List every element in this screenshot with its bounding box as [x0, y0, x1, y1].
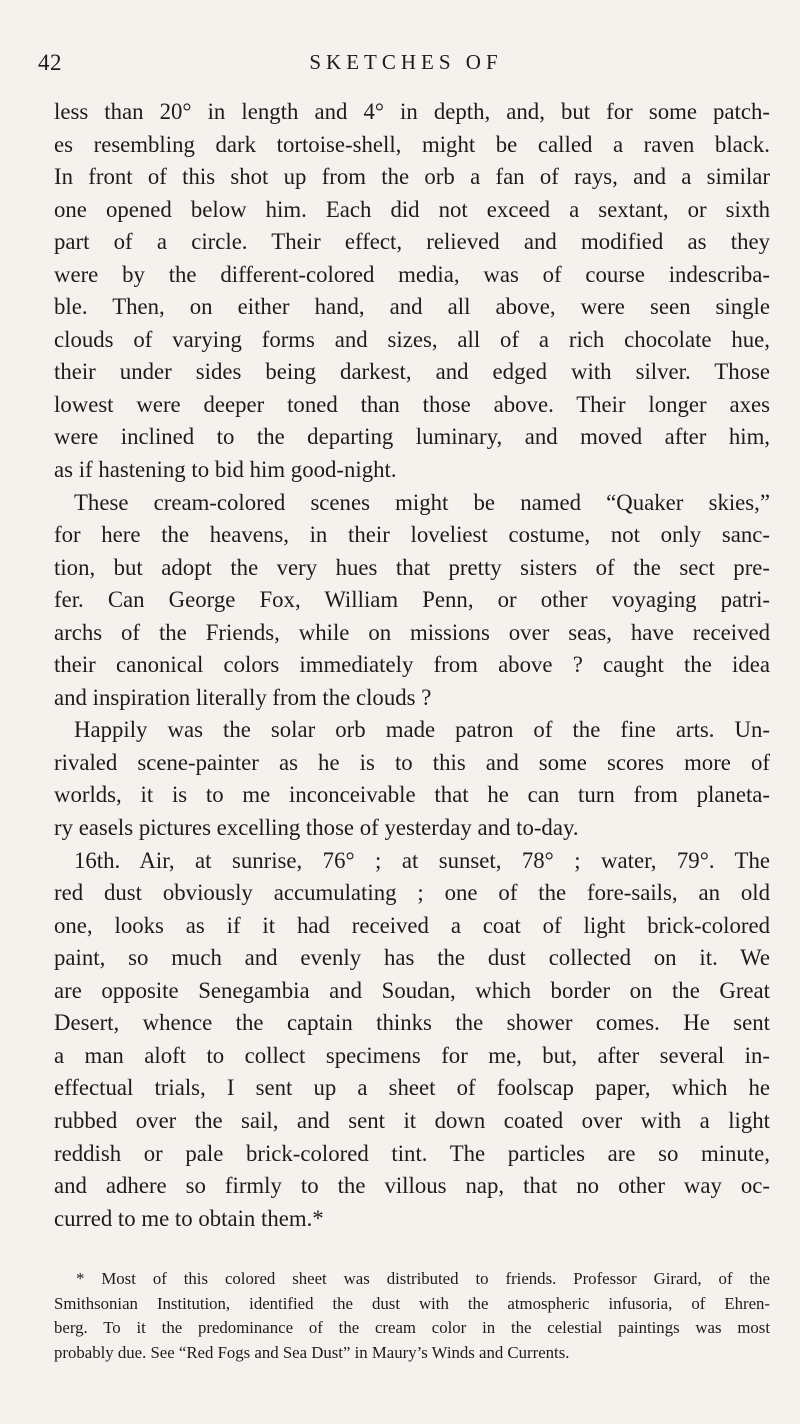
- text-line: as if hastening to bid him good-night.: [54, 457, 397, 483]
- footnote-line: berg. To it the predominance of the cream color in the celestial paintings was most: [54, 1318, 770, 1337]
- running-head: SKETCHES OF: [309, 50, 503, 74]
- text-line: their under sides being darkest, and edged with silver. Those: [54, 359, 770, 385]
- text-line: one opened below him. Each did not exceed a sextant, or sixth: [54, 196, 770, 222]
- text-line: ry easels pictures excelling those of yesterday and to-day.: [54, 815, 579, 841]
- text-line: 16th. Air, at sunrise, 76° ; at sunset, 78° ; water, 79°. The: [74, 847, 770, 873]
- text-line: part of a circle. Their effect, relieved and modified as they: [54, 229, 770, 255]
- text-line: for here the heavens, in their loveliest costume, not only sanc-: [54, 522, 770, 548]
- text-line: ble. Then, on either hand, and all above, were seen single: [54, 294, 770, 320]
- text-line: archs of the Friends, while on missions over seas, have received: [54, 619, 770, 645]
- text-line: fer. Can George Fox, William Penn, or other voyaging patri-: [54, 587, 770, 613]
- text-line: Happily was the solar orb made patron of the fine arts. Un-: [74, 717, 770, 743]
- footnote-line: * Most of this colored sheet was distributed to friends. Professor Girard, of the: [76, 1269, 770, 1288]
- footnote-line: probably due. See “Red Fogs and Sea Dust” in Maury’s Winds and Currents.: [54, 1342, 570, 1362]
- footnote-line: Smithsonian Institution, identified the dust with the atmospheric infusoria, of Ehren-: [54, 1293, 770, 1313]
- text-line: and adhere so firmly to the villous nap, that no other way oc-: [54, 1173, 770, 1199]
- text-line: worlds, it is to me inconceivable that he can turn from planeta-: [54, 782, 770, 808]
- text-line: curred to me to obtain them.*: [54, 1205, 324, 1231]
- footnote: [54, 1267, 770, 1365]
- text-line: These cream-colored scenes might be named “Quaker skies,”: [74, 489, 770, 515]
- text-line: lowest were deeper toned than those above. Their longer axes: [54, 391, 770, 417]
- text-line: paint, so much and evenly has the dust collected on it. We: [54, 945, 770, 971]
- text-line: one, looks as if it had received a coat of light brick-colored: [54, 912, 770, 938]
- text-line: Desert, whence the captain thinks the shower comes. He sent: [54, 1010, 770, 1036]
- text-line: were inclined to the departing luminary, and moved after him,: [54, 424, 770, 450]
- text-line: red dust obviously accumulating ; one of the fore-sails, an old: [54, 880, 770, 906]
- text-line: their canonical colors immediately from above ? caught the idea: [54, 652, 770, 678]
- text-line: tion, but adopt the very hues that pretty sisters of the sect pre-: [54, 554, 770, 580]
- page-header: [38, 50, 774, 90]
- text-line: effectual trials, I sent up a sheet of foolscap paper, which he: [54, 1075, 770, 1101]
- text-line: clouds of varying forms and sizes, all of a rich chocolate hue,: [54, 326, 770, 352]
- text-line: es resembling dark tortoise-shell, might be called a raven black.: [54, 131, 770, 157]
- text-line: are opposite Senegambia and Soudan, which border on the Great: [54, 977, 770, 1003]
- text-line: less than 20° in length and 4° in depth, and, but for some patch-: [54, 99, 770, 124]
- text-line: In front of this shot up from the orb a fan of rays, and a similar: [54, 164, 770, 190]
- body-text: [54, 96, 770, 1235]
- text-line: rivaled scene-painter as he is to this and some scores more of: [54, 749, 770, 775]
- text-line: reddish or pale brick-colored tint. The particles are so minute,: [54, 1140, 770, 1166]
- text-line: rubbed over the sail, and sent it down coated over with a light: [54, 1107, 770, 1133]
- text-line: and inspiration literally from the clouds ?: [54, 684, 432, 710]
- page-number: 42: [38, 50, 62, 75]
- text-line: were by the different-colored media, was of course indescriba-: [54, 261, 770, 287]
- text-line: a man aloft to collect specimens for me, but, after several in-: [54, 1042, 770, 1068]
